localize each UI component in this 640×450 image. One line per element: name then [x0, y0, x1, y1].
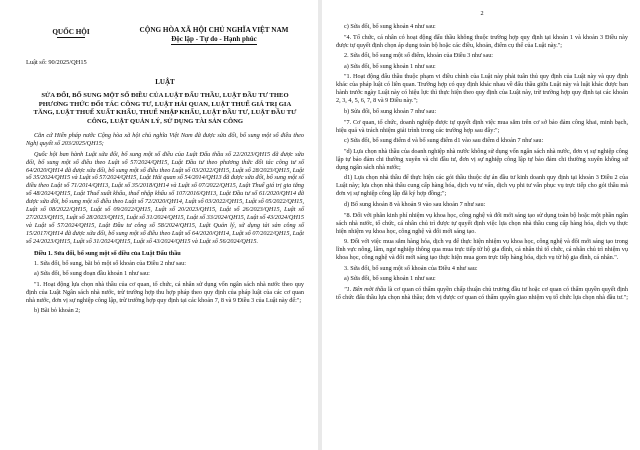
clause-2d: d) Bổ sung khoản 8 và khoản 9 vào sau khoản 7 như sau:: [344, 200, 486, 208]
law-number: Luật số: 90/2025/QH15: [26, 59, 87, 66]
clause-2d-quote-8: "8. Đối với phân kinh phí nhiệm vụ khoa học, công nghệ và đổi mới sáng tạo sử dụng toàn bộ hoặc một phần ngân sách nhà nước, tổ chức, cá nhân chủ trì được tự quyết định việc lựa chọn nhà thầu cung cấp hàng hóa, dịch vụ thực hiện nhiệm vụ khoa học, công nghệ và đổi mới sáng tạo.: [336, 211, 628, 235]
nation-name: CỘNG HÒA XÃ HỘI CHỦ NGHĨA VIỆT NAM: [139, 26, 289, 34]
document-page-1: [0, 0, 318, 450]
nation-motto: Độc lập - Tự do - Hạnh phúc: [171, 35, 257, 43]
clause-2c-quote-d: "d) Lựa chọn nhà thầu của doanh nghiệp nhà nước không sử dụng vốn ngân sách nhà nước, đơn vị sự nghiệp công lập tự bảo đảm chi thường xuyên và chi đầu tư, đơn vị sự nghiệp công lập tự bảo đảm chi thường xuyên không sử dụng ngân sách nhà nước;: [336, 147, 628, 171]
clause-1c-quote: "4. Tổ chức, cá nhân có hoạt động đấu thầu không thuộc trường hợp quy định tại khoản 1 và khoản 3 Điều này được tự quyết định chọn áp dụng toàn bộ hoặc các điều, khoản, điểm cụ thể của Luật này.";: [336, 33, 628, 49]
clause-3a-quote: [336, 286, 628, 302]
issuing-organization: [26, 26, 116, 38]
clause-1a: a) Sửa đổi, bổ sung đoạn đầu khoản 1 như sau:: [34, 270, 150, 278]
clause-1: 1. Sửa đổi, bổ sung, bãi bỏ một số khoản của Điều 2 như sau:: [34, 259, 186, 267]
clause-3a-quote-rest: là cơ quan có thẩm quyền chấp thuận chủ trương đầu tư hoặc cơ quan có thẩm quyền quyết định tổ chức đấu thầu lựa chọn nhà thầu; đơn vị được cơ quan có thẩm quyền giao nhiệm vụ tổ chức lựa chọn nhà đầu tư.";: [336, 285, 628, 301]
page-number: 2: [480, 10, 484, 17]
document-type: LUẬT: [155, 78, 175, 86]
organization-underline: [57, 37, 85, 38]
preamble-legal-basis: Căn cứ Hiến pháp nước Cộng hòa xã hội chủ nghĩa Việt Nam đã được sửa đổi, bổ sung một số điều theo Nghị quyết số 203/2025/QH15;: [26, 132, 304, 148]
clause-2a: a) Sửa đổi, bổ sung khoản 1 như sau:: [344, 62, 436, 70]
clause-3a: a) Sửa đổi, bổ sung khoản 1 như sau:: [344, 275, 436, 283]
motto-underline: [171, 44, 257, 45]
clause-3: 3. Sửa đổi, bổ sung một số khoản của Điều 4 như sau:: [344, 264, 478, 272]
document-subject: SỬA ĐỔI, BỔ SUNG MỘT SỐ ĐIỀU CỦA LUẬT ĐẤU THẦU, LUẬT ĐẦU TƯ THEO PHƯƠNG THỨC ĐỐI TÁC CÔNG TƯ, LUẬT HẢI QUAN, LUẬT THUẾ GIÁ TRỊ GIA TĂNG, LUẬT THUẾ XUẤT KHẨU, THUẾ NHẬP KHẨU, LUẬT ĐẦU TƯ, LUẬT ĐẦU TƯ CÔNG, LUẬT QUẢN LÝ, SỬ DỤNG TÀI SẢN CÔNG: [33, 92, 297, 125]
clause-1a-quote: "1. Hoạt động lựa chọn nhà thầu của cơ quan, tổ chức, cá nhân sử dụng vốn ngân sách nhà nước theo quy định của Luật Ngân sách nhà nước, trừ trường hợp thu hợp pháp theo quy định của pháp luật của các cơ quan nhà nước, đơn vị sự nghiệp công lập, trừ trường hợp quy định tại các khoản 7, 8 và 9 Điều 3 của Luật này để:";: [26, 280, 304, 304]
clause-1b: b) Bãi bỏ khoản 2;: [34, 307, 81, 314]
clause-2a-quote: "1. Hoạt động đấu thầu thuộc phạm vi điều chỉnh của Luật này phải tuân thủ quy định của Luật này và quy định khác của pháp luật có liên quan. Trường hợp có quy định khác nhau về đấu thầu giữa Luật này và luật khác được ban hành trước ngày Luật này có hiệu lực thì thực hiện theo quy định của Luật này, trừ trường hợp quy định tại các khoản 2, 3, 4, 5, 6, 7, 8 và 9 Điều này.";: [336, 73, 628, 105]
clause-2b: b) Sửa đổi, bổ sung khoản 7 như sau:: [344, 107, 437, 115]
clause-2c: c) Sửa đổi, bổ sung điểm d và bổ sung điểm d1 vào sau điểm d khoản 7 như sau:: [344, 137, 544, 145]
clause-2c-quote-d1: d1) Lựa chọn nhà thầu để thực hiện các gói thầu thuộc dự án đầu tư kinh doanh quy định tại khoản 3 Điều 2 của Luật này; lựa chọn nhà thầu cung cấp hàng hóa, dịch vụ tư vấn, dịch vụ phi tư vấn phục vụ trực tiếp cho gói thầu mà đơn vị sự nghiệp công lập đã ký hợp đồng;";: [336, 174, 628, 198]
clause-2b-quote: "7. Cơ quan, tổ chức, doanh nghiệp được tự quyết định việc mua sắm trên cơ sở bảo đảm công khai, minh bạch, hiệu quả và trách nhiệm giải trình trong các trường hợp sau đây:";: [336, 118, 628, 134]
document-header: [26, 26, 304, 45]
clause-1c: c) Sửa đổi, bổ sung khoản 4 như sau:: [344, 23, 436, 30]
clause-2d-quote-9: 9. Đối với việc mua sắm hàng hóa, dịch vụ để thực hiện nhiệm vụ khoa học, công nghệ và đổi mới sáng tạo trong lĩnh vực nông, lâm, ngư nghiệp thông qua mua trực tiếp từ hộ gia đình, cá nhân thì tổ chức, cá nhân chủ trì nhiệm vụ khoa học, công nghệ và đổi mới sáng tạo thực hiện mua gom trực tiếp hàng hóa, dịch vụ từ hộ gia đình, cá nhân.".: [336, 238, 628, 262]
clause-2: 2. Sửa đổi, bổ sung một số điểm, khoản của Điều 3 như sau:: [344, 52, 494, 60]
national-motto: [124, 26, 304, 45]
preamble-enactment: Quốc hội ban hành Luật sửa đổi, bổ sung một số điều của Luật Đấu thầu số 22/2023/QH15 đã được sửa đổi, bổ sung một số điều theo Luật số 57/2024/QH15, Luật Đầu tư theo phương thức đối tác công tư số 64/2020/QH14 đã được sửa đổi, bổ sung một số điều theo Luật số 03/2022/QH15, Luật số 28/2023/QH15, Luật số 35/2024/QH15 và Luật số 57/2024/QH15, Luật Hải quan số 54/2014/QH13 đã được sửa đổi, bổ sung một số điều theo Luật số 71/2014/QH13, Luật số 35/2018/QH14 và Luật số 07/2022/QH15, Luật Thuế giá trị gia tăng số 48/2024/QH15, Luật Thuế xuất khẩu, thuế nhập khẩu số 107/2016/QH13, Luật Đầu tư số 61/2020/QH14 đã được sửa đổi, bổ sung một số điều theo Luật số 72/2020/QH14, Luật số 03/2022/QH15, Luật số 05/2022/QH15, Luật số 08/2022/QH15, Luật số 09/2022/QH15, Luật số 20/2023/QH15, Luật số 26/2023/QH15, Luật số 27/2023/QH15, Luật số 28/2023/QH15, Luật số 31/2024/QH15, Luật số 33/2024/QH15, Luật số 43/2024/QH15 và Luật số 57/2024/QH15, Luật Đầu tư công số 58/2024/QH15, Luật Quản lý, sử dụng tài sản công số 15/2017/QH14 đã được sửa đổi, bổ sung một số điều theo Luật số 64/2020/QH14, Luật số 07/2022/QH15, Luật số 24/2023/QH15, Luật số 31/2024/QH15, Luật số 43/2024/QH15 và Luật số 56/2024/QH15.: [26, 150, 304, 245]
organization-name: QUỐC HỘI: [52, 28, 90, 36]
article-1-heading: Điều 1. Sửa đổi, bổ sung một số điều của Luật Đấu thầu: [34, 249, 181, 257]
document-page-2: [322, 0, 640, 450]
clause-3a-quote-lead: "1. Bên mời thầu: [344, 285, 387, 293]
